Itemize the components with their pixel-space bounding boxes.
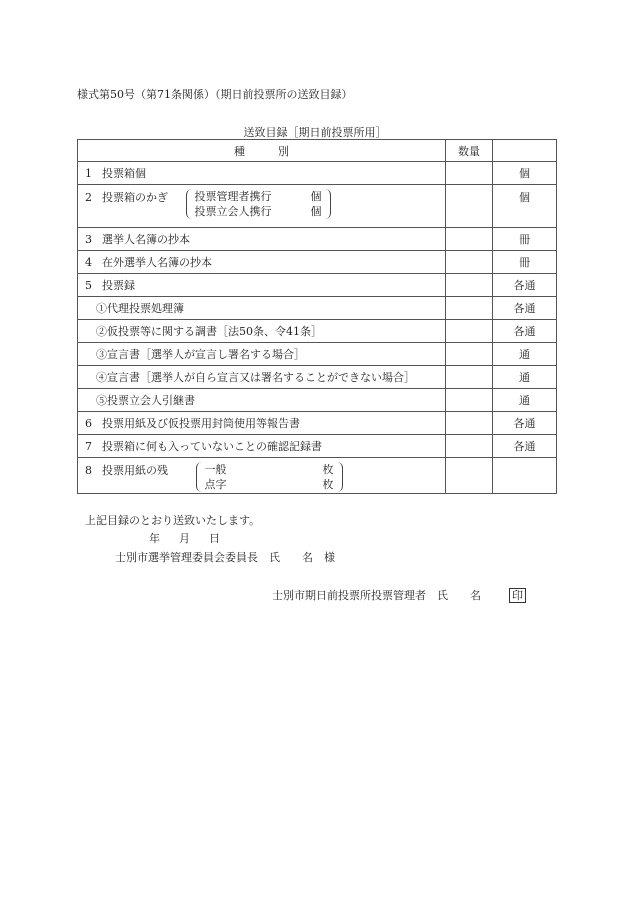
issuer-line: [272, 587, 526, 603]
addressee: 士別市選挙管理委員会委員長 氏 名 様: [115, 551, 335, 564]
unit-cell: 通: [493, 389, 557, 412]
row-label: 在外選挙人名簿の抄本: [102, 256, 212, 269]
header-kind: 種 別: [78, 140, 446, 162]
row-label: ⑤投票立会人引継書: [78, 389, 446, 412]
quantity-cell: [446, 251, 493, 274]
unit-cell: 各通: [493, 320, 557, 343]
row-number: 1: [85, 167, 92, 180]
inventory-table: [77, 139, 557, 494]
row-number: 5: [85, 279, 92, 292]
unit-cell: 個: [493, 185, 557, 228]
row-label: 投票箱個: [102, 167, 146, 180]
table-row: [78, 389, 557, 412]
table-row: [78, 251, 557, 274]
seal-mark: 印: [509, 588, 526, 603]
unit-cell: 通: [493, 366, 557, 389]
date-line: [149, 530, 239, 546]
row-label: 投票箱のかぎ: [102, 191, 168, 204]
sub-item-unit: 個: [310, 205, 322, 218]
unit-cell: 冊: [493, 228, 557, 251]
table-row: [78, 366, 557, 389]
sub-item-unit: 枚: [322, 478, 334, 491]
form-number-title: 様式第50号（第71条関係）（期日前投票所の送致目録）: [77, 88, 353, 101]
quantity-cell: [446, 435, 493, 458]
quantity-cell: [446, 458, 493, 494]
quantity-cell: [446, 297, 493, 320]
sub-item-label: 点字: [204, 478, 227, 491]
row-label: 選挙人名簿の抄本: [102, 233, 190, 246]
table-row: [78, 343, 557, 366]
sub-item-unit: 枚: [322, 463, 334, 476]
quantity-cell: [446, 274, 493, 297]
closing-statement: 上記目録のとおり送致いたします。: [85, 514, 261, 527]
table-row: [78, 185, 557, 228]
row-label: 投票録: [102, 279, 135, 292]
document-title: 送致目録［期日前投票所用］: [243, 126, 387, 139]
quantity-cell: [446, 343, 493, 366]
sub-item-label: 一般: [204, 463, 227, 476]
row-number: 7: [85, 440, 92, 453]
quantity-cell: [446, 320, 493, 343]
quantity-cell: [446, 389, 493, 412]
sub-item-bracket: [186, 189, 331, 219]
header-quantity: 数量: [446, 140, 493, 162]
sub-item-label: 投票立会人携行: [194, 205, 272, 218]
row-number: 3: [85, 233, 92, 246]
table-row: [78, 320, 557, 343]
sub-item-bracket: [196, 462, 343, 492]
table-row: [78, 412, 557, 435]
row-number: 2: [85, 191, 92, 204]
unit-cell: 通: [493, 343, 557, 366]
row-number: 4: [85, 256, 92, 269]
date-day: 日: [209, 532, 220, 545]
row-label: 投票用紙の残: [102, 464, 168, 477]
table-row: [78, 228, 557, 251]
quantity-cell: [446, 162, 493, 185]
row-label: 投票箱に何も入っていないことの確認記録書: [102, 440, 322, 453]
quantity-cell: [446, 185, 493, 228]
table-row: [78, 435, 557, 458]
unit-cell: 各通: [493, 435, 557, 458]
issuer-name: 士別市期日前投票所投票管理者 氏 名: [272, 589, 481, 602]
quantity-cell: [446, 412, 493, 435]
quantity-cell: [446, 366, 493, 389]
unit-cell: 個: [493, 162, 557, 185]
date-year: 年: [149, 532, 160, 545]
unit-cell: 各通: [493, 297, 557, 320]
unit-cell: 冊: [493, 251, 557, 274]
row-label: ②仮投票等に関する調書［法50条、令41条］: [78, 320, 446, 343]
table-row: [78, 297, 557, 320]
sub-item-label: 投票管理者携行: [194, 190, 272, 203]
header-unit: [493, 140, 557, 162]
table-row: [78, 274, 557, 297]
unit-cell: 各通: [493, 274, 557, 297]
row-label: ①代理投票処理簿: [78, 297, 446, 320]
date-month: 月: [179, 532, 190, 545]
row-label: ④宣言書［選挙人が自ら宣言又は署名することができない場合］: [78, 366, 446, 389]
table-row: [78, 162, 557, 185]
table-row: [78, 458, 557, 494]
row-number: 8: [85, 464, 92, 477]
unit-cell: [493, 458, 557, 494]
row-label: ③宣言書［選挙人が宣言し署名する場合］: [78, 343, 446, 366]
sub-item-unit: 個: [310, 190, 322, 203]
table-header-row: [78, 140, 557, 162]
quantity-cell: [446, 228, 493, 251]
unit-cell: 各通: [493, 412, 557, 435]
row-number: 6: [85, 417, 92, 430]
row-label: 投票用紙及び仮投票用封筒使用等報告書: [102, 417, 300, 430]
